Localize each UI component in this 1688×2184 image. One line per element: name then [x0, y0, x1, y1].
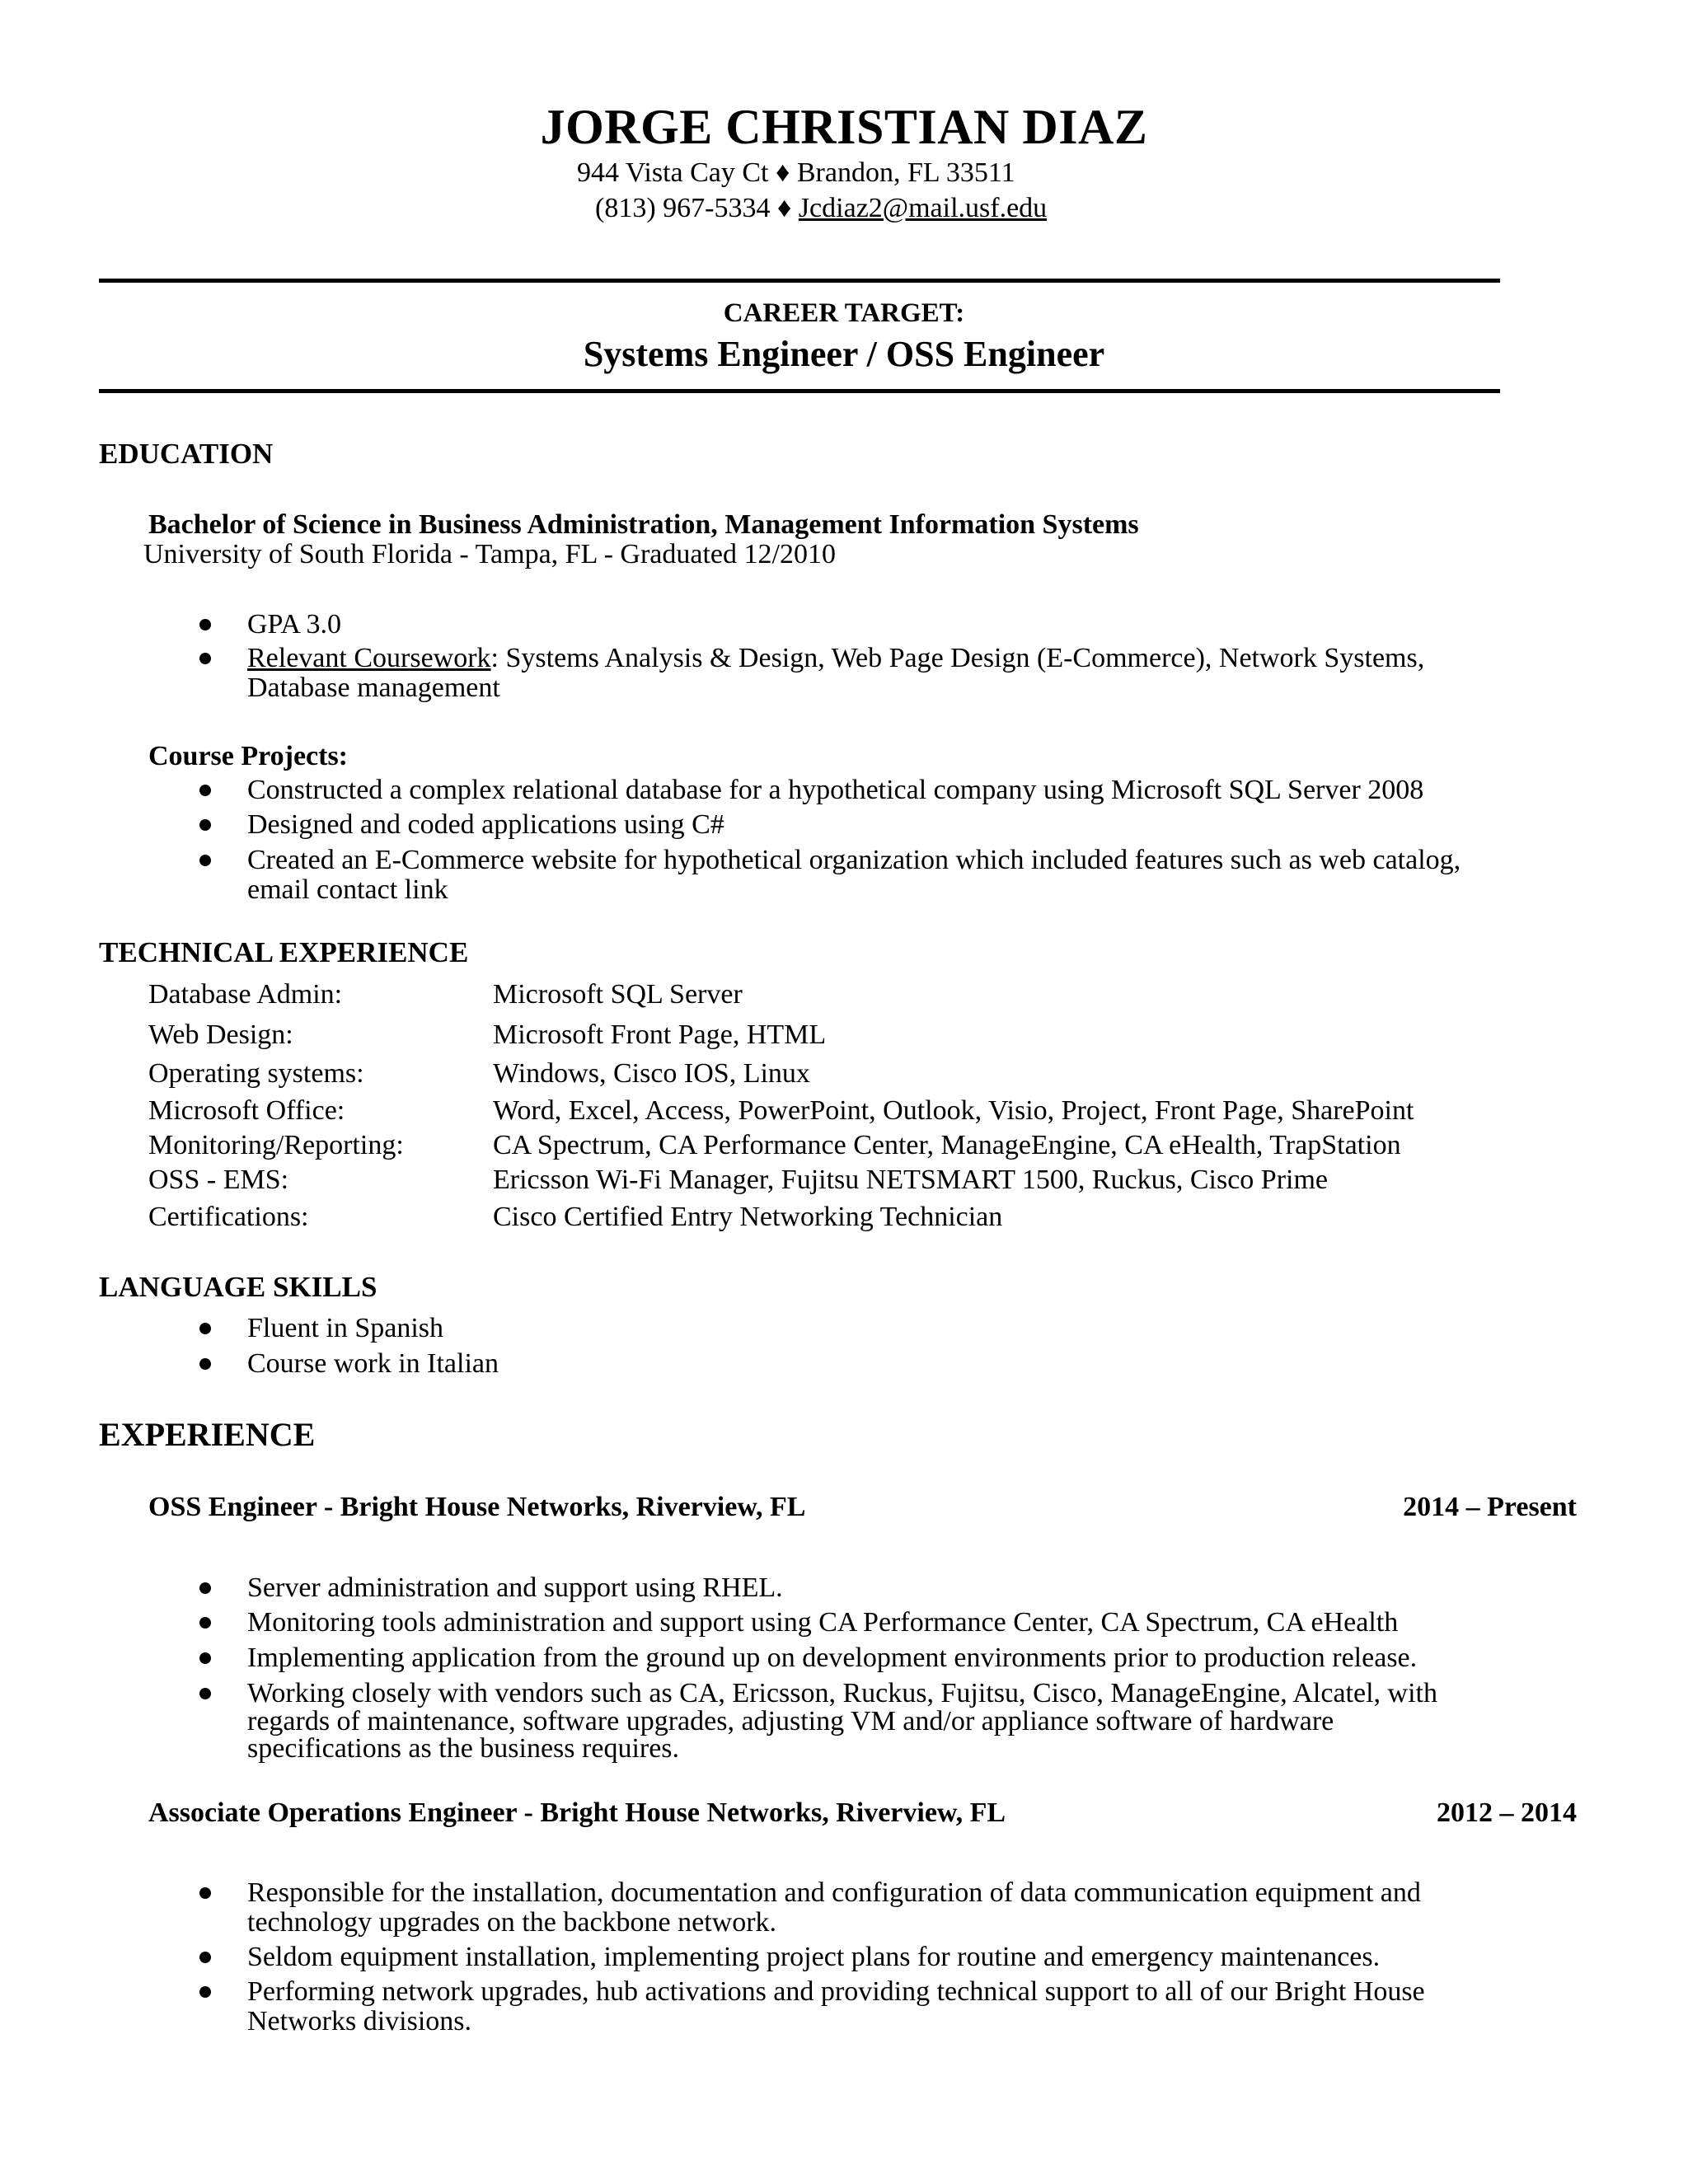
tech-label: OSS - EMS:	[148, 1165, 289, 1195]
tech-label: Microsoft Office:	[148, 1095, 345, 1126]
tech-label: Certifications:	[148, 1202, 309, 1232]
career-target-label: CAREER TARGET:	[723, 298, 965, 328]
tech-label: Database Admin:	[148, 979, 343, 1010]
course-projects-heading: Course Projects:	[148, 741, 349, 771]
experience-heading: EXPERIENCE	[99, 1416, 316, 1453]
coursework-text-cont: Database management	[247, 673, 500, 703]
candidate-name: JORGE CHRISTIAN DIAZ	[540, 100, 1148, 154]
language-heading: LANGUAGE SKILLS	[99, 1271, 377, 1303]
coursework-line	[247, 644, 1424, 673]
bullet-dot	[199, 1887, 211, 1899]
bullet-dot	[199, 1582, 211, 1594]
project-item: Designed and coded applications using C#	[247, 809, 724, 840]
tech-value: Ericsson Wi-Fi Manager, Fujitsu NETSMART 1500, Ruckus, Cisco Prime	[493, 1165, 1329, 1195]
school: University of South Florida - Tampa, FL - Graduated 12/2010	[143, 539, 836, 569]
job-title: OSS Engineer - Bright House Networks, Riverview, FL	[148, 1492, 806, 1522]
job-dates: 2012 – 2014	[1437, 1797, 1577, 1828]
job-title: Associate Operations Engineer - Bright House Networks, Riverview, FL	[148, 1797, 1006, 1828]
phone-email-line	[595, 192, 1047, 225]
bullet-dot	[199, 819, 211, 831]
bullet-dot	[199, 855, 211, 866]
phone: (813) 967-5334 ♦	[595, 193, 799, 223]
job-dates: 2014 – Present	[1403, 1492, 1577, 1522]
education-heading: EDUCATION	[99, 438, 274, 470]
job-bullet-cont: regards of maintenance, software upgrades, adjusting VM and/or appliance software of hardware	[247, 1706, 1334, 1736]
bullet-dot	[199, 653, 211, 664]
career-target-title: Systems Engineer / OSS Engineer	[583, 334, 1105, 374]
job-bullet: Responsible for the installation, documentation and configuration of data communication equipment and	[247, 1877, 1421, 1908]
bullet-dot	[199, 619, 211, 630]
tech-value: Cisco Certified Entry Networking Technician	[493, 1202, 1003, 1232]
tech-value: Microsoft SQL Server	[493, 979, 743, 1010]
tech-value: CA Spectrum, CA Performance Center, ManageEngine, CA eHealth, TrapStation	[493, 1130, 1401, 1160]
tech-label: Web Design:	[148, 1019, 293, 1050]
job-bullet-cont: technology upgrades on the backbone network.	[247, 1907, 777, 1938]
language-item: Course work in Italian	[247, 1348, 499, 1379]
job-bullet-cont: Networks divisions.	[247, 2006, 471, 2036]
bullet-dot	[199, 1652, 211, 1664]
language-item: Fluent in Spanish	[247, 1313, 444, 1343]
job-bullet: Seldom equipment installation, implementing project plans for routine and emergency maintenances.	[247, 1942, 1381, 1972]
divider-top	[99, 279, 1500, 283]
degree: Bachelor of Science in Business Administration, Management Information Systems	[148, 509, 1139, 540]
bullet-dot	[199, 1688, 211, 1699]
bullet-dot	[199, 1986, 211, 1998]
job-bullet: Monitoring tools administration and support using CA Performance Center, CA Spectrum, CA eHealth	[247, 1607, 1399, 1638]
job-bullet: Performing network upgrades, hub activations and providing technical support to all of our Bright House	[247, 1976, 1425, 2007]
bullet-dot	[199, 1358, 211, 1370]
email-link[interactable]: Jcdiaz2@mail.usf.edu	[798, 193, 1048, 223]
project-item: Constructed a complex relational database for a hypothetical company using Microsoft SQL Server 2008	[247, 775, 1424, 805]
bullet-dot	[199, 1617, 211, 1629]
job-bullet: Working closely with vendors such as CA, Ericsson, Ruckus, Fujitsu, Cisco, ManageEngine, Alcatel, with	[247, 1678, 1437, 1708]
job-bullet: Implementing application from the ground up on development environments prior to production release.	[247, 1643, 1418, 1673]
bullet-dot	[199, 1323, 211, 1334]
tech-value: Microsoft Front Page, HTML	[493, 1019, 827, 1050]
bullet-dot	[199, 1952, 211, 1963]
coursework-label: Relevant Coursework	[247, 643, 491, 673]
coursework-text: : Systems Analysis & Design, Web Page Design (E-Commerce), Network Systems,	[490, 643, 1425, 673]
tech-value: Word, Excel, Access, PowerPoint, Outlook, Visio, Project, Front Page, SharePoint	[493, 1095, 1414, 1126]
tech-label: Operating systems:	[148, 1058, 364, 1089]
divider-bottom	[99, 389, 1500, 393]
address-line: 944 Vista Cay Ct ♦ Brandon, FL 33511	[577, 157, 1015, 188]
tech-value: Windows, Cisco IOS, Linux	[493, 1058, 810, 1089]
technical-heading: TECHNICAL EXPERIENCE	[99, 936, 469, 968]
job-bullet-cont: specifications as the business requires.	[247, 1733, 680, 1764]
project-item: Created an E-Commerce website for hypothetical organization which included features such as web catalog,	[247, 845, 1461, 875]
project-item-cont: email contact link	[247, 874, 448, 905]
job-bullet: Server administration and support using RHEL.	[247, 1572, 783, 1603]
tech-label: Monitoring/Reporting:	[148, 1130, 404, 1160]
bullet-dot	[199, 785, 211, 796]
gpa: GPA 3.0	[247, 609, 342, 640]
